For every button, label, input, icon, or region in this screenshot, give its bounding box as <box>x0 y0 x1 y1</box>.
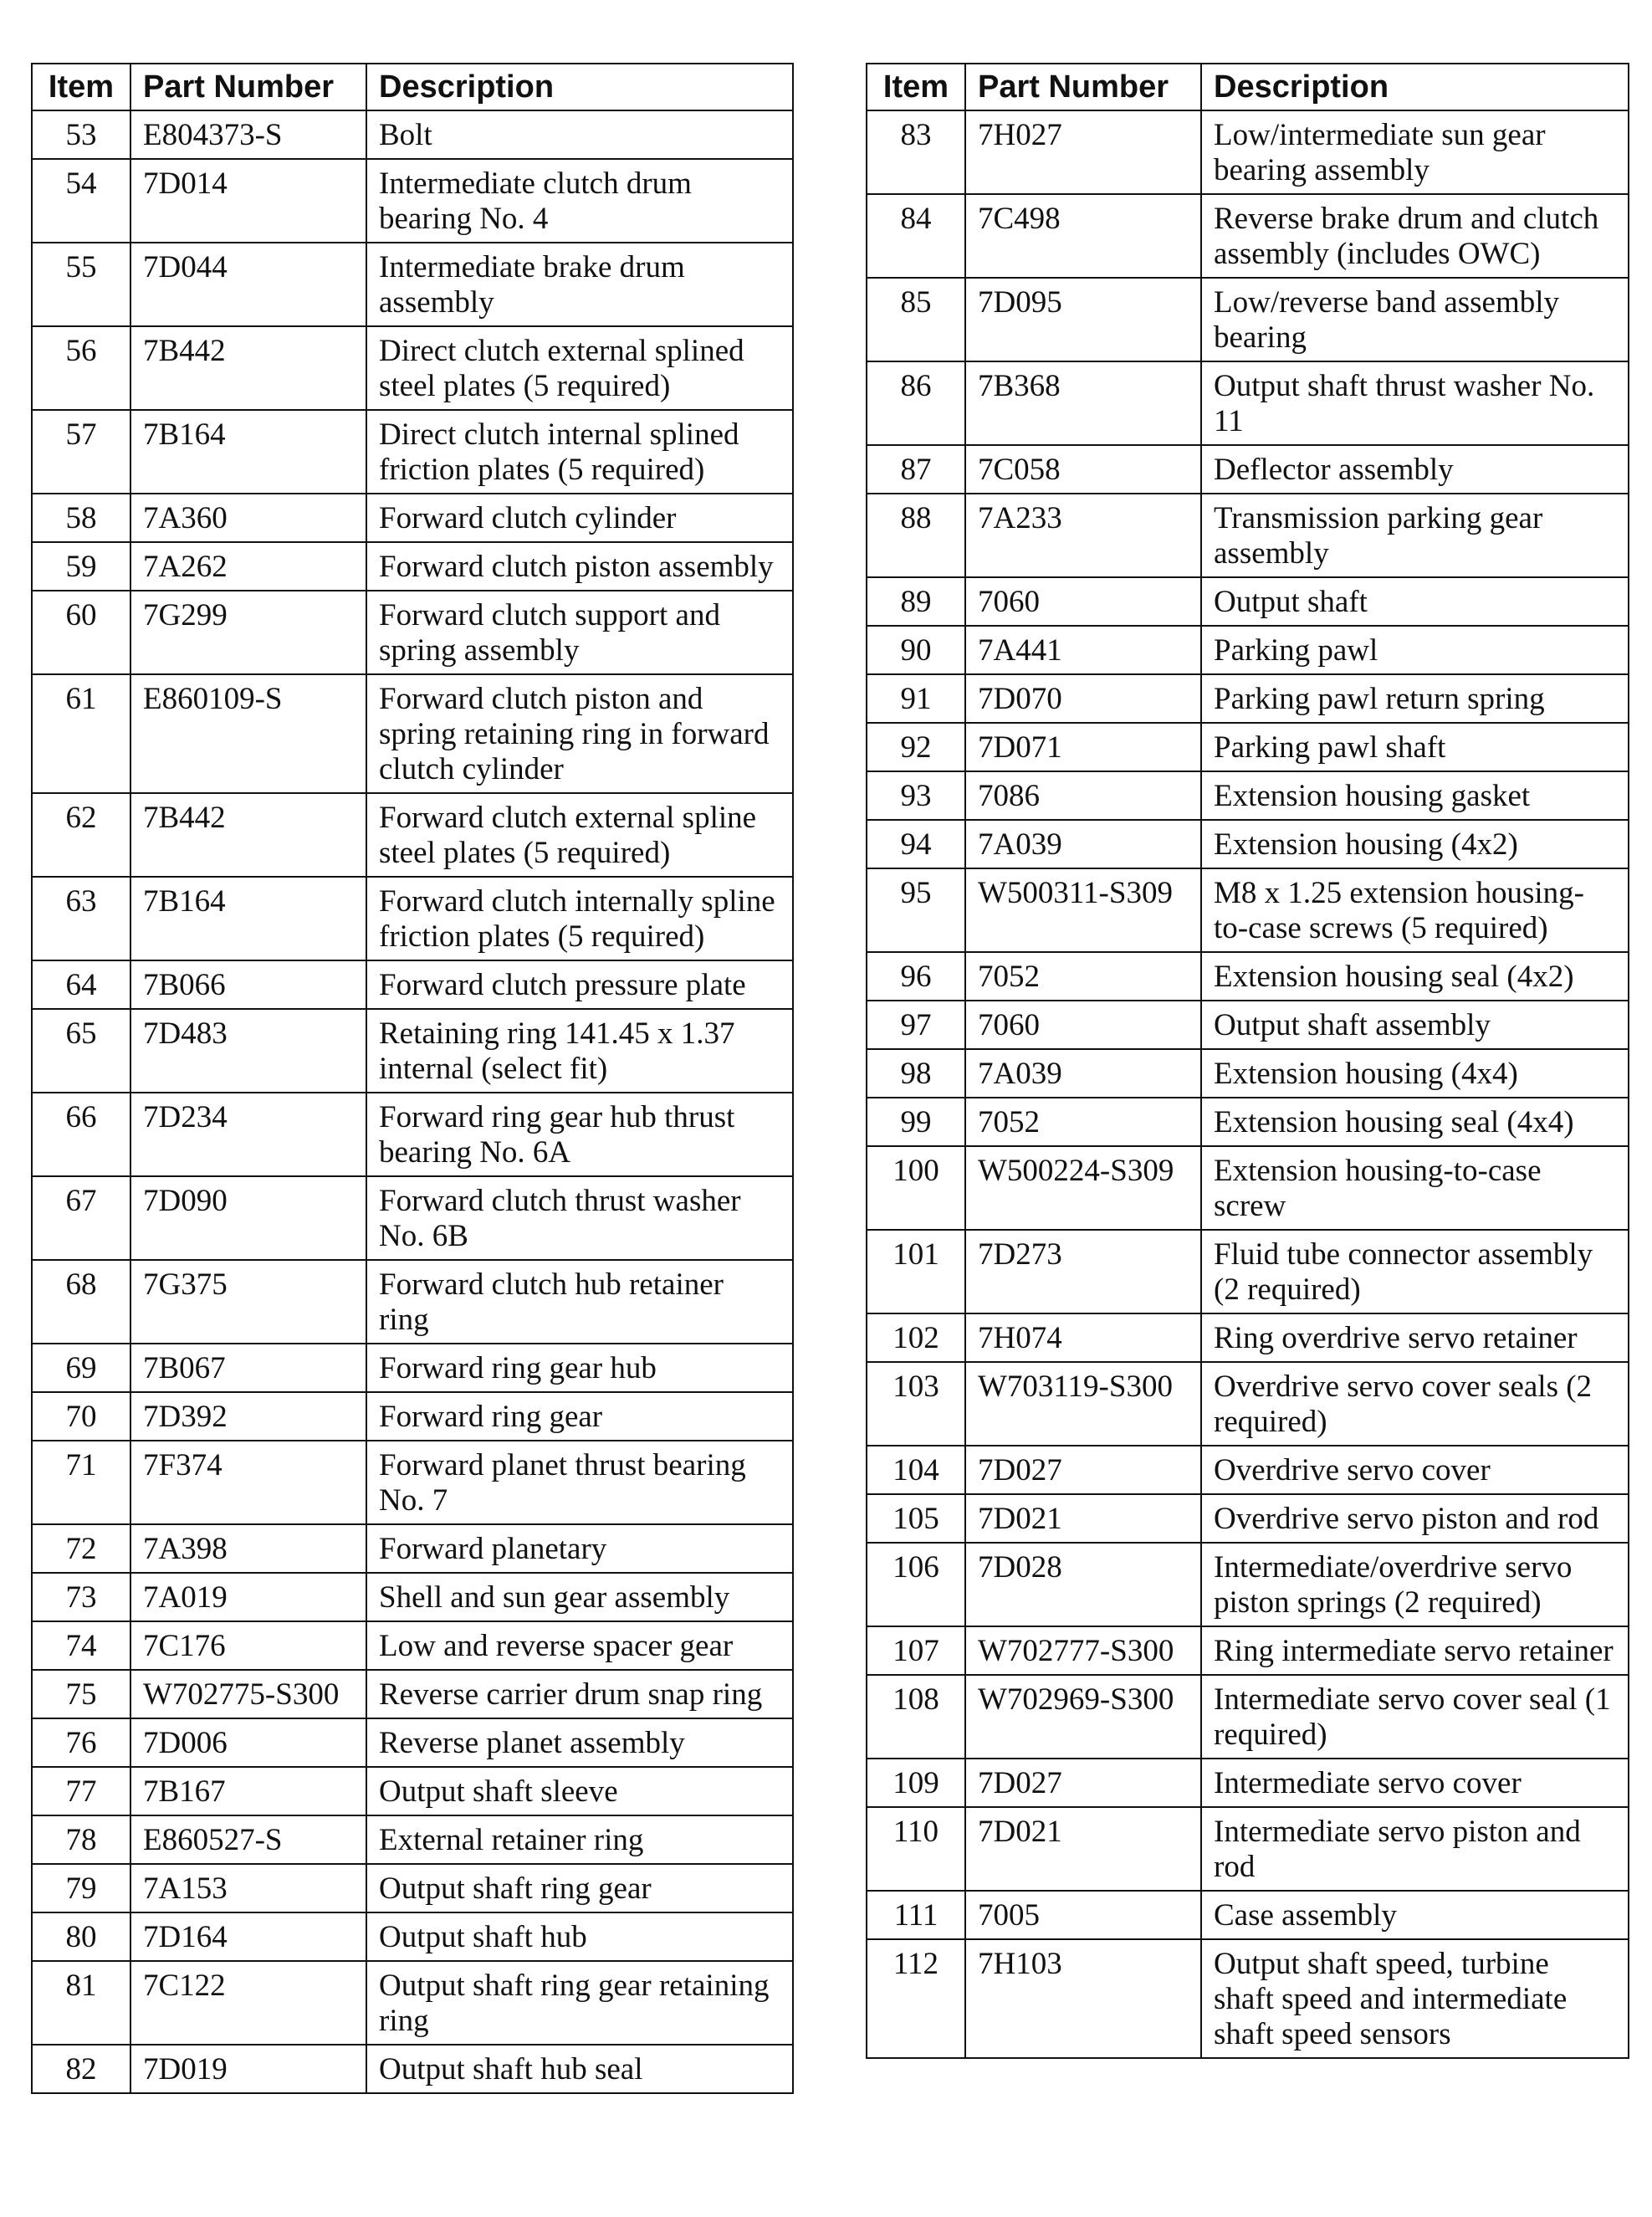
item-cell: 109 <box>867 1759 965 1807</box>
part-number-cell: 7H103 <box>965 1939 1201 2058</box>
table-row <box>32 1093 793 1176</box>
item-cell: 57 <box>32 410 130 494</box>
item-cell: 99 <box>867 1098 965 1146</box>
table-row <box>32 1621 793 1670</box>
description-cell: Ring intermediate servo retainer <box>1201 1626 1629 1675</box>
table-row <box>867 1807 1629 1891</box>
part-number-cell: 7B167 <box>130 1767 366 1815</box>
part-number-cell: 7D164 <box>130 1912 366 1961</box>
table-row <box>867 110 1629 194</box>
description-cell: Forward clutch piston and spring retaining ring in forward clutch cylinder <box>366 674 793 793</box>
item-cell: 105 <box>867 1494 965 1543</box>
item-cell: 61 <box>32 674 130 793</box>
table-row <box>867 1446 1629 1494</box>
table-row <box>867 445 1629 494</box>
description-cell: Deflector assembly <box>1201 445 1629 494</box>
item-cell: 63 <box>32 877 130 960</box>
table-row <box>867 1098 1629 1146</box>
description-cell: M8 x 1.25 extension housing-to-case screws (5 required) <box>1201 868 1629 952</box>
table-row <box>32 1009 793 1093</box>
table-row <box>867 577 1629 626</box>
part-number-cell: 7A039 <box>965 820 1201 868</box>
table-row <box>867 361 1629 445</box>
table-row <box>32 110 793 159</box>
table-row <box>32 1260 793 1344</box>
part-number-cell: 7A039 <box>965 1049 1201 1098</box>
part-number-cell: 7C176 <box>130 1621 366 1670</box>
item-cell: 73 <box>32 1573 130 1621</box>
table-row <box>32 2045 793 2093</box>
description-cell: Extension housing seal (4x2) <box>1201 952 1629 1001</box>
table-row <box>32 159 793 243</box>
part-number-cell: 7D027 <box>965 1759 1201 1807</box>
description-cell: Overdrive servo piston and rod <box>1201 1494 1629 1543</box>
part-number-cell: 7G375 <box>130 1260 366 1344</box>
table-row <box>867 1313 1629 1362</box>
table-row <box>867 868 1629 952</box>
table-row <box>32 1392 793 1441</box>
part-number-cell: 7A398 <box>130 1524 366 1573</box>
table-row <box>32 591 793 674</box>
table-row <box>32 326 793 410</box>
description-cell: Extension housing (4x4) <box>1201 1049 1629 1098</box>
description-cell: Forward planet thrust bearing No. 7 <box>366 1441 793 1524</box>
part-number-cell: 7A441 <box>965 626 1201 674</box>
item-cell: 55 <box>32 243 130 326</box>
table-row <box>867 1626 1629 1675</box>
table-row <box>32 877 793 960</box>
description-cell: Parking pawl <box>1201 626 1629 674</box>
item-cell: 90 <box>867 626 965 674</box>
description-cell: Output shaft hub seal <box>366 2045 793 2093</box>
table-row <box>32 1961 793 2045</box>
part-number-cell: 7B066 <box>130 960 366 1009</box>
item-cell: 81 <box>32 1961 130 2045</box>
table-row <box>867 1891 1629 1939</box>
table-row <box>32 1864 793 1912</box>
item-cell: 96 <box>867 952 965 1001</box>
table-row <box>867 194 1629 278</box>
part-number-cell: 7D090 <box>130 1176 366 1260</box>
part-number-cell: W702777-S300 <box>965 1626 1201 1675</box>
description-cell: Forward clutch external spline steel plates (5 required) <box>366 793 793 877</box>
part-number-cell: 7D095 <box>965 278 1201 361</box>
item-cell: 101 <box>867 1230 965 1313</box>
description-cell: Output shaft ring gear retaining ring <box>366 1961 793 2045</box>
description-cell: Forward clutch pressure plate <box>366 960 793 1009</box>
part-number-cell: 7B368 <box>965 361 1201 445</box>
description-cell: Parking pawl shaft <box>1201 723 1629 771</box>
part-number-cell: 7C058 <box>965 445 1201 494</box>
table-header-row <box>867 64 1629 110</box>
part-number-cell: 7A019 <box>130 1573 366 1621</box>
item-cell: 58 <box>32 494 130 542</box>
description-cell: Reverse planet assembly <box>366 1718 793 1767</box>
item-cell: 82 <box>32 2045 130 2093</box>
header-part-number: Part Number <box>130 64 366 110</box>
part-number-cell: E804373-S <box>130 110 366 159</box>
table-row <box>32 1524 793 1573</box>
description-cell: Output shaft sleeve <box>366 1767 793 1815</box>
table-row <box>867 1146 1629 1230</box>
item-cell: 60 <box>32 591 130 674</box>
item-cell: 69 <box>32 1344 130 1392</box>
table-row <box>867 626 1629 674</box>
item-cell: 77 <box>32 1767 130 1815</box>
part-number-cell: 7D392 <box>130 1392 366 1441</box>
description-cell: Fluid tube connector assembly (2 required) <box>1201 1230 1629 1313</box>
item-cell: 91 <box>867 674 965 723</box>
part-number-cell: 7D006 <box>130 1718 366 1767</box>
description-cell: Output shaft assembly <box>1201 1001 1629 1049</box>
description-cell: Output shaft speed, turbine shaft speed and intermediate shaft speed sensors <box>1201 1939 1629 2058</box>
part-number-cell: 7C122 <box>130 1961 366 2045</box>
table-row <box>32 674 793 793</box>
description-cell: Low/reverse band assembly bearing <box>1201 278 1629 361</box>
item-cell: 85 <box>867 278 965 361</box>
item-cell: 76 <box>32 1718 130 1767</box>
description-cell: Forward clutch support and spring assembly <box>366 591 793 674</box>
parts-table-left <box>31 63 794 2094</box>
table-row <box>867 674 1629 723</box>
part-number-cell: W500311-S309 <box>965 868 1201 952</box>
part-number-cell: 7D019 <box>130 2045 366 2093</box>
item-cell: 95 <box>867 868 965 952</box>
item-cell: 92 <box>867 723 965 771</box>
part-number-cell: 7D028 <box>965 1543 1201 1626</box>
table-row <box>32 1767 793 1815</box>
table-row <box>867 1230 1629 1313</box>
table-row <box>32 1815 793 1864</box>
table-row <box>32 1670 793 1718</box>
description-cell: Reverse carrier drum snap ring <box>366 1670 793 1718</box>
item-cell: 100 <box>867 1146 965 1230</box>
table-row <box>867 1362 1629 1446</box>
description-cell: Retaining ring 141.45 x 1.37 internal (select fit) <box>366 1009 793 1093</box>
part-number-cell: 7D027 <box>965 1446 1201 1494</box>
description-cell: Case assembly <box>1201 1891 1629 1939</box>
description-cell: Output shaft hub <box>366 1912 793 1961</box>
table-row <box>867 771 1629 820</box>
part-number-cell: 7D273 <box>965 1230 1201 1313</box>
part-number-cell: 7B067 <box>130 1344 366 1392</box>
item-cell: 107 <box>867 1626 965 1675</box>
table-row <box>32 494 793 542</box>
description-cell: External retainer ring <box>366 1815 793 1864</box>
item-cell: 56 <box>32 326 130 410</box>
description-cell: Extension housing-to-case screw <box>1201 1146 1629 1230</box>
description-cell: Ring overdrive servo retainer <box>1201 1313 1629 1362</box>
part-number-cell: 7060 <box>965 577 1201 626</box>
description-cell: Direct clutch internal splined friction plates (5 required) <box>366 410 793 494</box>
part-number-cell: 7F374 <box>130 1441 366 1524</box>
table-row <box>32 1344 793 1392</box>
description-cell: Low/intermediate sun gear bearing assembly <box>1201 110 1629 194</box>
description-cell: Bolt <box>366 110 793 159</box>
description-cell: Direct clutch external splined steel plates (5 required) <box>366 326 793 410</box>
description-cell: Output shaft <box>1201 577 1629 626</box>
part-number-cell: 7B164 <box>130 410 366 494</box>
part-number-cell: 7H027 <box>965 110 1201 194</box>
item-cell: 78 <box>32 1815 130 1864</box>
description-cell: Intermediate brake drum assembly <box>366 243 793 326</box>
item-cell: 108 <box>867 1675 965 1759</box>
item-cell: 54 <box>32 159 130 243</box>
description-cell: Extension housing (4x2) <box>1201 820 1629 868</box>
item-cell: 103 <box>867 1362 965 1446</box>
item-cell: 87 <box>867 445 965 494</box>
table-row <box>867 278 1629 361</box>
description-cell: Intermediate clutch drum bearing No. 4 <box>366 159 793 243</box>
table-row <box>867 1543 1629 1626</box>
item-cell: 65 <box>32 1009 130 1093</box>
item-cell: 79 <box>32 1864 130 1912</box>
description-cell: Output shaft ring gear <box>366 1864 793 1912</box>
table-row <box>867 952 1629 1001</box>
part-number-cell: 7D071 <box>965 723 1201 771</box>
item-cell: 98 <box>867 1049 965 1098</box>
table-row <box>32 1718 793 1767</box>
table-row <box>32 243 793 326</box>
description-cell: Forward ring gear hub <box>366 1344 793 1392</box>
part-number-cell: 7005 <box>965 1891 1201 1939</box>
description-cell: Intermediate servo cover <box>1201 1759 1629 1807</box>
part-number-cell: E860109-S <box>130 674 366 793</box>
table-row <box>32 960 793 1009</box>
part-number-cell: 7D044 <box>130 243 366 326</box>
description-cell: Forward clutch cylinder <box>366 494 793 542</box>
item-cell: 94 <box>867 820 965 868</box>
item-cell: 86 <box>867 361 965 445</box>
item-cell: 66 <box>32 1093 130 1176</box>
part-number-cell: 7B442 <box>130 793 366 877</box>
table-row <box>32 1573 793 1621</box>
part-number-cell: 7D021 <box>965 1807 1201 1891</box>
item-cell: 97 <box>867 1001 965 1049</box>
description-cell: Overdrive servo cover seals (2 required) <box>1201 1362 1629 1446</box>
table-row <box>32 793 793 877</box>
table-row <box>867 1759 1629 1807</box>
part-number-cell: 7B164 <box>130 877 366 960</box>
item-cell: 106 <box>867 1543 965 1626</box>
description-cell: Intermediate servo cover seal (1 required) <box>1201 1675 1629 1759</box>
description-cell: Parking pawl return spring <box>1201 674 1629 723</box>
item-cell: 67 <box>32 1176 130 1260</box>
description-cell: Output shaft thrust washer No. 11 <box>1201 361 1629 445</box>
header-description: Description <box>1201 64 1629 110</box>
part-number-cell: 7H074 <box>965 1313 1201 1362</box>
table-row <box>867 1675 1629 1759</box>
item-cell: 72 <box>32 1524 130 1573</box>
part-number-cell: 7C498 <box>965 194 1201 278</box>
item-cell: 88 <box>867 494 965 577</box>
description-cell: Extension housing gasket <box>1201 771 1629 820</box>
item-cell: 83 <box>867 110 965 194</box>
item-cell: 102 <box>867 1313 965 1362</box>
item-cell: 70 <box>32 1392 130 1441</box>
part-number-cell: W703119-S300 <box>965 1362 1201 1446</box>
table-row <box>32 542 793 591</box>
part-number-cell: 7060 <box>965 1001 1201 1049</box>
item-cell: 84 <box>867 194 965 278</box>
table-row <box>32 1912 793 1961</box>
description-cell: Intermediate servo piston and rod <box>1201 1807 1629 1891</box>
part-number-cell: 7086 <box>965 771 1201 820</box>
item-cell: 74 <box>32 1621 130 1670</box>
table-row <box>867 1494 1629 1543</box>
part-number-cell: 7D021 <box>965 1494 1201 1543</box>
item-cell: 110 <box>867 1807 965 1891</box>
item-cell: 89 <box>867 577 965 626</box>
item-cell: 75 <box>32 1670 130 1718</box>
description-cell: Reverse brake drum and clutch assembly (includes OWC) <box>1201 194 1629 278</box>
description-cell: Forward clutch piston assembly <box>366 542 793 591</box>
table-row <box>32 1441 793 1524</box>
description-cell: Forward clutch internally spline friction plates (5 required) <box>366 877 793 960</box>
parts-table-right <box>866 63 1629 2059</box>
description-cell: Overdrive servo cover <box>1201 1446 1629 1494</box>
table-row <box>867 1001 1629 1049</box>
item-cell: 93 <box>867 771 965 820</box>
part-number-cell: 7A262 <box>130 542 366 591</box>
part-number-cell: 7D234 <box>130 1093 366 1176</box>
table-header-row <box>32 64 793 110</box>
part-number-cell: 7G299 <box>130 591 366 674</box>
part-number-cell: 7D070 <box>965 674 1201 723</box>
table-row <box>867 723 1629 771</box>
description-cell: Extension housing seal (4x4) <box>1201 1098 1629 1146</box>
item-cell: 112 <box>867 1939 965 2058</box>
description-cell: Shell and sun gear assembly <box>366 1573 793 1621</box>
description-cell: Forward ring gear hub thrust bearing No. 6A <box>366 1093 793 1176</box>
part-number-cell: 7A233 <box>965 494 1201 577</box>
item-cell: 62 <box>32 793 130 877</box>
header-part-number: Part Number <box>965 64 1201 110</box>
header-item: Item <box>32 64 130 110</box>
item-cell: 111 <box>867 1891 965 1939</box>
part-number-cell: W702775-S300 <box>130 1670 366 1718</box>
header-description: Description <box>366 64 793 110</box>
part-number-cell: 7A360 <box>130 494 366 542</box>
table-row <box>867 1049 1629 1098</box>
item-cell: 59 <box>32 542 130 591</box>
description-cell: Forward clutch thrust washer No. 6B <box>366 1176 793 1260</box>
part-number-cell: W500224-S309 <box>965 1146 1201 1230</box>
item-cell: 64 <box>32 960 130 1009</box>
item-cell: 68 <box>32 1260 130 1344</box>
description-cell: Forward ring gear <box>366 1392 793 1441</box>
part-number-cell: 7D483 <box>130 1009 366 1093</box>
header-item: Item <box>867 64 965 110</box>
description-cell: Forward planetary <box>366 1524 793 1573</box>
description-cell: Intermediate/overdrive servo piston springs (2 required) <box>1201 1543 1629 1626</box>
table-row <box>867 820 1629 868</box>
part-number-cell: E860527-S <box>130 1815 366 1864</box>
item-cell: 71 <box>32 1441 130 1524</box>
table-row <box>32 1176 793 1260</box>
item-cell: 53 <box>32 110 130 159</box>
part-number-cell: W702969-S300 <box>965 1675 1201 1759</box>
table-row <box>867 494 1629 577</box>
description-cell: Low and reverse spacer gear <box>366 1621 793 1670</box>
part-number-cell: 7A153 <box>130 1864 366 1912</box>
item-cell: 80 <box>32 1912 130 1961</box>
part-number-cell: 7B442 <box>130 326 366 410</box>
item-cell: 104 <box>867 1446 965 1494</box>
table-row <box>867 1939 1629 2058</box>
description-cell: Forward clutch hub retainer ring <box>366 1260 793 1344</box>
part-number-cell: 7052 <box>965 952 1201 1001</box>
part-number-cell: 7D014 <box>130 159 366 243</box>
part-number-cell: 7052 <box>965 1098 1201 1146</box>
table-row <box>32 410 793 494</box>
description-cell: Transmission parking gear assembly <box>1201 494 1629 577</box>
